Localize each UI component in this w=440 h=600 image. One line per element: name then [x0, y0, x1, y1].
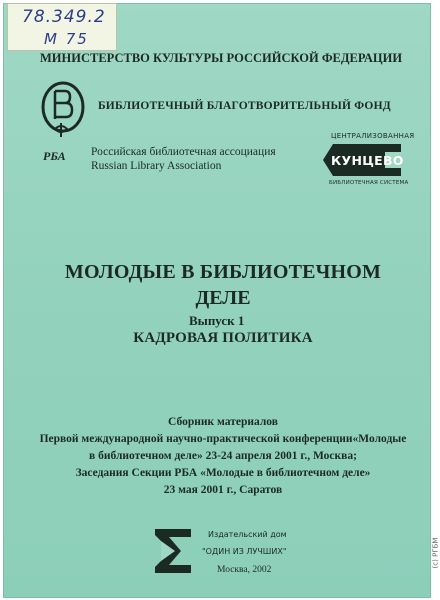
- fund-name: БИБЛИОТЕЧНЫЙ БЛАГОТВОРИТЕЛЬНЫЙ ФОНД: [98, 100, 391, 112]
- cbs-logo-top-text: ЦЕНТРАЛИЗОВАННАЯ: [331, 132, 415, 140]
- description-line: в библиотечном деле» 23-24 апреля 2001 г., Москва;: [89, 450, 357, 462]
- book-cover: [3, 3, 431, 598]
- kuntsevo-logo-text: КУНЦЕВО: [331, 153, 404, 168]
- publisher-logo-icon: [153, 527, 193, 575]
- call-number-line-2: М 75: [44, 30, 89, 48]
- cbs-logo-bottom-text: БИБЛИОТЕЧНАЯ СИСТЕМА: [329, 180, 409, 186]
- publisher-name: "ОДИН ИЗ ЛУЧШИХ": [202, 547, 287, 556]
- description-line: Заседания Секции РБА «Молодые в библиотечном деле»: [75, 467, 371, 479]
- description-line: 23 мая 2001 г., Саратов: [163, 484, 283, 496]
- scan-credit-text: (c) РГБМ: [431, 537, 440, 568]
- call-number-line-1: 78.349.2: [22, 7, 106, 27]
- description-line: Первой международной научно-практической конференции«Молодые: [39, 433, 407, 445]
- rba-label: РБА: [43, 149, 66, 163]
- issue-number: Выпуск 1: [189, 313, 245, 328]
- association-name-ru: Российская библиотечная ассоциация: [91, 146, 276, 158]
- association-name-en: Russian Library Association: [91, 160, 222, 172]
- book-title-line-1: МОЛОДЫЕ В БИБЛИОТЕЧНОМ: [64, 261, 382, 283]
- scan-credit: [431, 510, 440, 595]
- description-line: Сборник материалов: [168, 416, 278, 428]
- publication-place-year: Москва, 2002: [217, 565, 272, 575]
- book-title-line-2: ДЕЛЕ: [195, 287, 251, 309]
- ministry-heading: МИНИСТЕРСТВО КУЛЬТУРЫ РОССИЙСКОЙ ФЕДЕРАЦИИ: [40, 51, 403, 65]
- publisher-house-label: Издательский дом: [208, 530, 287, 539]
- bbf-logo-icon: [39, 79, 87, 143]
- book-subtitle: КАДРОВАЯ ПОЛИТИКА: [133, 330, 313, 346]
- library-call-number-sticker: [7, 3, 117, 51]
